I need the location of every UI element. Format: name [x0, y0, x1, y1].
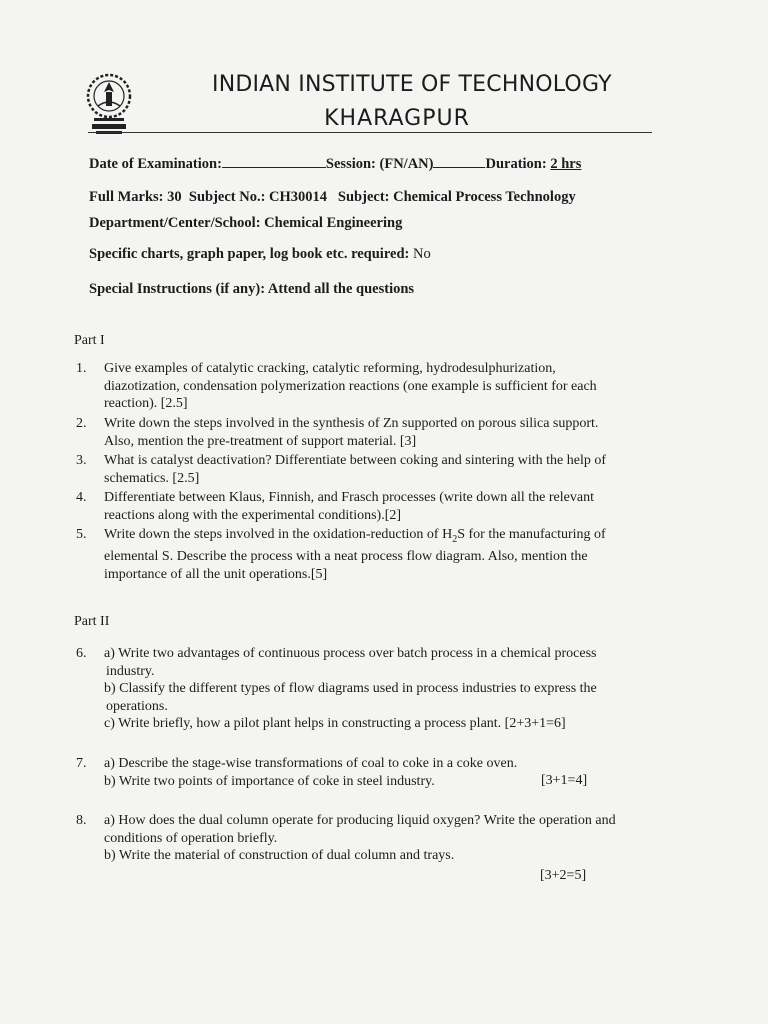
exam-meta-subject-line — [89, 189, 576, 206]
department-line — [89, 215, 402, 232]
department-label: Department/Center/School: — [89, 215, 261, 231]
department-name: Chemical Engineering — [264, 215, 403, 231]
duration-label: Duration: — [485, 156, 547, 172]
question-line: importance of all the unit operations.[5] — [104, 566, 328, 582]
charts-label: Specific charts, graph paper, log book etc. required: — [89, 246, 410, 262]
question-line — [104, 526, 606, 548]
question-line: Write down the steps involved in the synthesis of Zn supported on porous silica support. — [104, 416, 599, 431]
charts-value: No — [412, 246, 431, 262]
question-line: schematics. [2.5] — [104, 470, 200, 486]
campus-name: KHARAGPUR — [324, 106, 470, 131]
question-line: elemental S. Describe the process with a neat process flow diagram. Also, mention the — [104, 549, 588, 565]
question-number: 7. — [76, 756, 87, 771]
question-line: b) Classify the different types of flow diagrams used in process industries to express the — [104, 681, 597, 696]
question-number: 5. — [76, 527, 87, 542]
question-line: Give examples of catalytic cracking, catalytic reforming, hydrodesulphurization, — [104, 361, 556, 376]
subscript: 2 — [452, 533, 458, 545]
question-8-marks: [3+2=5] — [540, 868, 587, 883]
full-marks: Full Marks: 30 — [89, 189, 182, 205]
question-number: 6. — [76, 646, 87, 661]
question-number: 4. — [76, 490, 87, 505]
date-blank — [222, 157, 326, 168]
question-line: industry. — [106, 663, 155, 679]
question-number: 8. — [76, 813, 87, 828]
question-number: 2. — [76, 416, 87, 431]
question-line: a) Write two advantages of continuous process over batch process in a chemical process — [104, 646, 597, 661]
special-instructions: Special Instructions (if any): Attend all the questions — [89, 281, 415, 297]
session-label: Session: (FN/AN) — [325, 156, 434, 172]
institute-emblem-icon — [84, 70, 134, 136]
subject-name: Chemical Process Technology — [393, 189, 576, 205]
question-line: a) How does the dual column operate for producing liquid oxygen? Write the operation and — [104, 813, 616, 828]
institute-name: INDIAN INSTITUTE OF TECHNOLOGY — [212, 72, 612, 97]
subject-label: Subject: — [337, 189, 390, 205]
question-number: 3. — [76, 453, 87, 468]
date-label: Date of Examination: — [89, 156, 222, 172]
part-1-label: Part I — [74, 333, 105, 348]
question-line: Differentiate between Klaus, Finnish, and Frasch processes (write down all the relevant — [104, 490, 594, 505]
question-line: b) Write two points of importance of coke in steel industry. — [104, 773, 435, 789]
charts-required-line — [89, 246, 431, 263]
question-7-marks: [3+1=4] — [541, 773, 588, 788]
duration-value: 2 hrs — [550, 156, 582, 172]
part-2-label: Part II — [74, 614, 110, 629]
question-line: a) Describe the stage-wise transformations of coal to coke in a coke oven. — [104, 756, 518, 771]
question-line: Also, mention the pre-treatment of support material. [3] — [104, 433, 417, 449]
session-blank — [433, 157, 485, 168]
text-fragment: Write down the steps involved in the oxidation-reduction of H — [104, 527, 453, 542]
question-line: reaction). [2.5] — [104, 396, 188, 411]
question-line: diazotization, condensation polymerization reactions (one example is sufficient for each — [104, 378, 597, 394]
exam-meta-date-line — [89, 156, 581, 173]
question-line: What is catalyst deactivation? Differentiate between coking and sintering with the help of — [104, 453, 607, 468]
question-line: b) Write the material of construction of dual column and trays. — [104, 848, 455, 863]
text-fragment: S for the manufacturing of — [457, 527, 606, 542]
question-line: conditions of operation briefly. — [104, 830, 278, 846]
question-number: 1. — [76, 361, 87, 376]
question-line: reactions along with the experimental conditions).[2] — [104, 507, 402, 523]
subject-number: Subject No.: CH30014 — [188, 189, 328, 205]
question-line: operations. — [106, 698, 168, 714]
question-line: c) Write briefly, how a pilot plant helps in constructing a process plant. [2+3+1=6] — [104, 716, 566, 731]
header-divider — [88, 132, 652, 133]
